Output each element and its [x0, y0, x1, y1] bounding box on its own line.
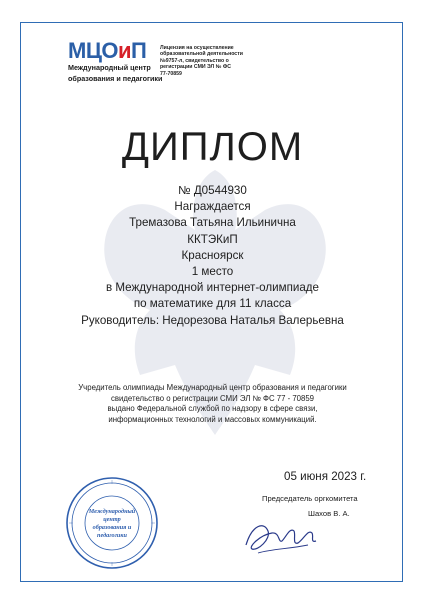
license-line: №9757-л, свидетельство о: [160, 57, 229, 64]
license-info: [160, 45, 258, 77]
place: 1 место: [191, 265, 234, 279]
chairman-signature: [238, 505, 328, 565]
logo-subtitle-2: образования и педагогики: [68, 73, 163, 83]
logo-subtitle-1: Международный центр: [68, 63, 151, 72]
logo-text-end: П: [131, 38, 147, 63]
seal-text: Международный: [88, 508, 136, 515]
event-line-2: по математике для 11 класса: [133, 297, 292, 311]
chair-title: Председатель оргкомитета: [262, 494, 358, 503]
founder-line: Учредитель олимпиады Международный центр образования и педагогики: [78, 383, 347, 392]
diploma-title: ДИПЛОМ: [121, 125, 304, 169]
founder-info: [0, 383, 425, 425]
seal-text: образования и: [92, 524, 132, 531]
event-line-1: в Международной интернет-олимпиаде: [105, 281, 320, 295]
license-line: регистрации СМИ ЭЛ № ФС: [160, 64, 232, 71]
license-line: образовательной деятельности: [160, 51, 243, 58]
diploma-number: № Д0544930: [178, 184, 247, 197]
chair-name: Шахов В. А.: [308, 509, 350, 518]
institution: ККТЭКиП: [187, 232, 238, 246]
awarded-label: Награждается: [174, 200, 251, 214]
license-line: 77-70859: [160, 70, 182, 77]
founder-line: свидетельство о регистрации СМИ ЭЛ № ФС 77 - 70859: [110, 393, 315, 403]
founder-line: информационных технологий и массовых коммуникаций.: [108, 414, 317, 424]
license-line: Лицензия на осуществление: [160, 45, 234, 51]
founder-line: выдано Федеральной службой по надзору в сфере связи,: [107, 404, 318, 413]
official-seal-stamp: [64, 475, 160, 571]
city: Красноярск: [181, 248, 244, 262]
logo-text-red: и: [118, 38, 132, 63]
logo-text-blue: МЦО: [68, 38, 119, 63]
recipient-name: Тремазова Татьяна Ильинична: [129, 216, 296, 230]
seal-text: центр: [103, 516, 121, 523]
supervisor: Руководитель: Недорезова Наталья Валерьевна: [81, 313, 344, 327]
award-text: [0, 183, 425, 329]
seal-text: педагогики: [97, 532, 127, 539]
issue-date: 05 июня 2023 г.: [284, 470, 367, 483]
